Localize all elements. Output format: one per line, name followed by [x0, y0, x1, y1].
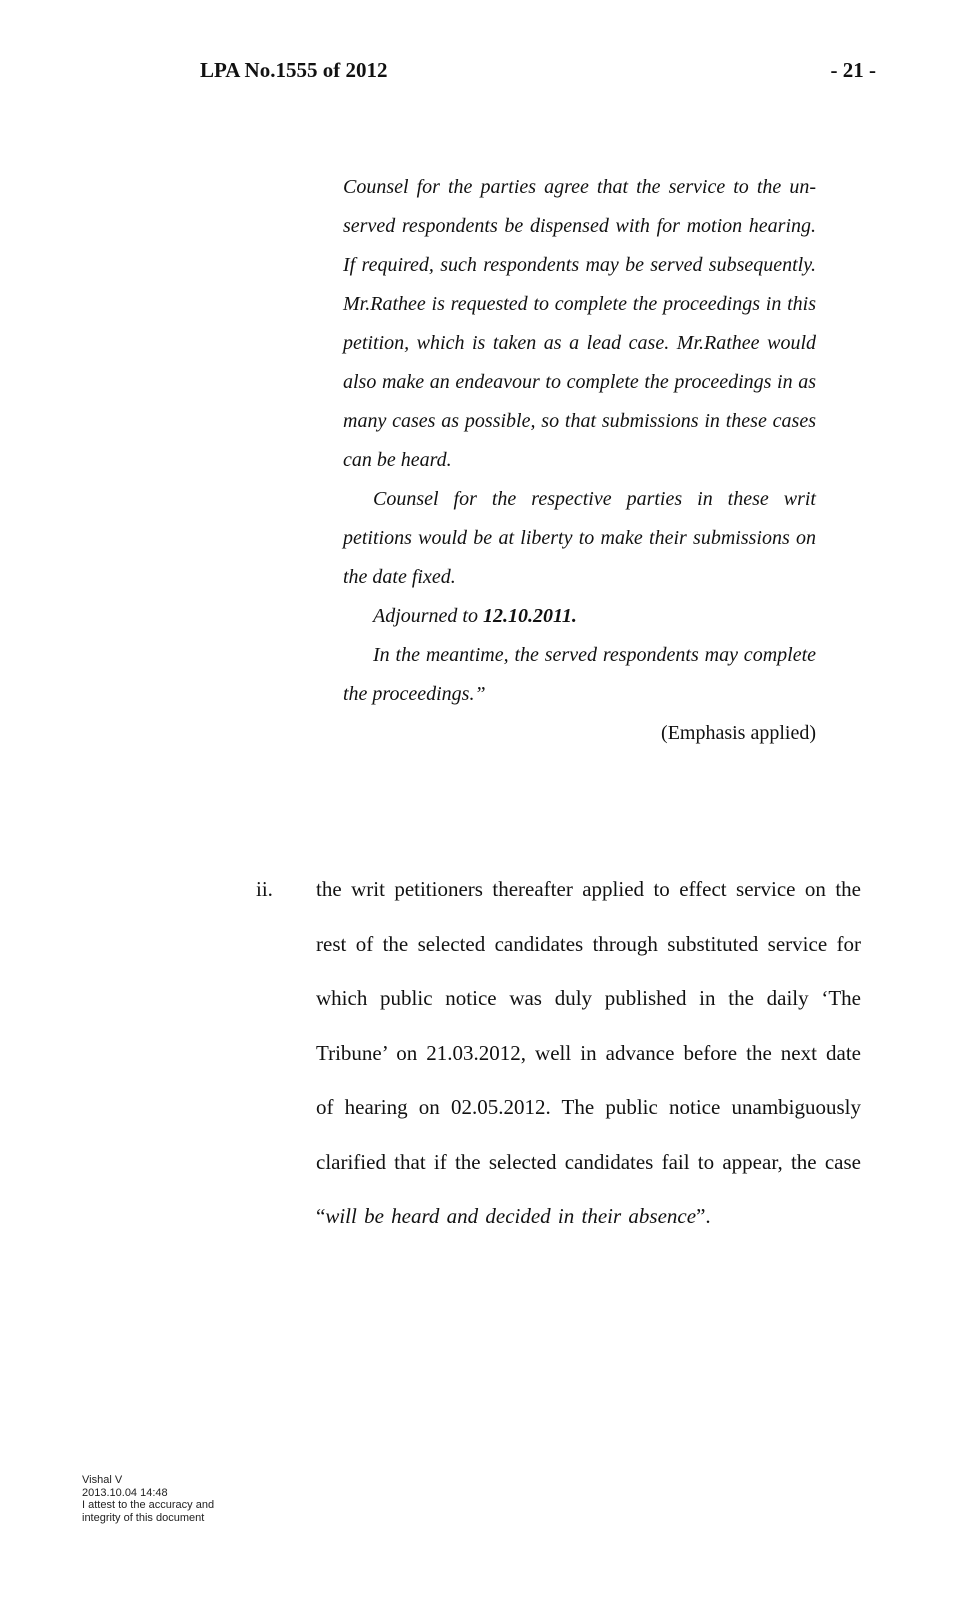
item-text-italic: will be heard and decided in their absence — [325, 1204, 697, 1228]
attestation-line-2: integrity of this document — [82, 1511, 205, 1524]
signer-name: Vishal V — [82, 1474, 123, 1486]
quoted-order — [343, 168, 816, 753]
case-number: LPA No.1555 of 2012 — [200, 58, 388, 82]
attestation-line-1: I attest to the accuracy and — [82, 1499, 215, 1511]
list-item-text — [316, 862, 861, 1244]
page-number: - 21 - — [830, 58, 876, 82]
digital-signature-block — [82, 1474, 214, 1524]
list-item-marker: ii. — [256, 877, 273, 901]
quote-paragraph-3 — [343, 597, 816, 636]
adjourned-date: 12.10.2011. — [483, 605, 577, 627]
item-text-main: the writ petitioners thereafter applied to effect service on the rest of the selected candidates through substituted service for which public notice was duly published in the daily ‘The Tribune’ on 21.03.2012, well in advance before the next date of hearing on 02.05.2012. The public notice unambiguously clarified that if the selected candidates fail to appear, the case “ — [316, 877, 861, 1228]
adjourned-label: Adjourned to — [373, 605, 483, 627]
emphasis-note: (Emphasis applied) — [661, 722, 816, 744]
quote-paragraph-1: Counsel for the parties agree that the service to the un-served respondents be dispensed with for motion hearing. If required, such respondents may be served subsequently. Mr.Rathee is requested to complete the proceedings in this petition, which is taken as a lead case. Mr.Rathee would also make an endeavour to complete the proceedings in as many cases as possible, so that submissions in these cases can be heard. — [343, 176, 816, 471]
signature-datetime: 2013.10.04 14:48 — [82, 1486, 168, 1499]
quote-paragraph-4: In the meantime, the served respondents may complete the proceedings.” — [343, 644, 816, 705]
quote-paragraph-2: Counsel for the respective parties in these writ petitions would be at liberty to make their submissions on the date fixed. — [343, 488, 816, 588]
item-text-end: ”. — [696, 1204, 711, 1228]
